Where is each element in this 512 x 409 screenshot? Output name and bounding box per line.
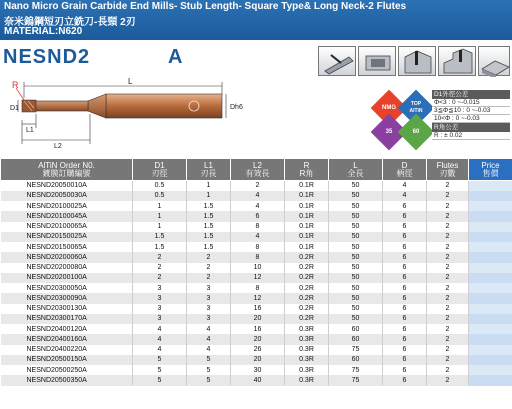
table-cell: 2 (427, 293, 469, 303)
table-cell: 4 (231, 201, 285, 211)
table-cell: 6 (383, 334, 427, 344)
title-chinese: 奈米鎢鋼短刃立銑刀-長頸 2刃 (4, 17, 136, 28)
table-header-row (1, 159, 512, 181)
table-cell: 3 (187, 304, 231, 314)
table-cell: 3 (133, 304, 187, 314)
table-cell: 5 (187, 355, 231, 365)
table-cell: 1.5 (187, 211, 231, 221)
order-number-cell: NESND20050030A (1, 191, 133, 201)
table-cell: 0.2R (285, 283, 329, 293)
table-cell: 75 (329, 365, 383, 375)
table-cell: 0.1R (285, 222, 329, 232)
r-tolerance-title: R角公差 (432, 123, 510, 132)
l-label: L (128, 77, 133, 86)
table-cell: 6 (383, 283, 427, 293)
model-name: NESND2 (3, 46, 91, 68)
table-row (1, 211, 512, 221)
d1-tolerance-title: D1外徑公差 (432, 90, 510, 99)
table-cell: 5 (133, 375, 187, 385)
table-cell: 1.5 (133, 232, 187, 242)
d1-label: D1 (10, 105, 19, 112)
table-cell: 6 (383, 263, 427, 273)
table-cell: 12 (231, 273, 285, 283)
table-cell: 2 (133, 252, 187, 262)
table-cell: 3 (187, 283, 231, 293)
col-header-order-no: AlTiN Order N0. 鍍膜訂購編號 (1, 159, 133, 181)
title-english: Nano Micro Grain Carbide End Mills- Stub Length- Square Type& Long Neck-2 Flutes (4, 1, 407, 12)
table-cell: 5 (133, 365, 187, 375)
price-cell (469, 334, 512, 344)
table-cell: 8 (231, 222, 285, 232)
table-cell: 8 (231, 252, 285, 262)
table-cell: 4 (187, 324, 231, 334)
table-cell: 2 (427, 273, 469, 283)
table-cell: 2 (427, 263, 469, 273)
table-cell: 0.1R (285, 191, 329, 201)
table-cell: 20 (231, 355, 285, 365)
order-number-cell: NESND20500150A (1, 355, 133, 365)
table-cell: 0.2R (285, 252, 329, 262)
tolerance-box (432, 90, 510, 140)
table-cell: 2 (427, 283, 469, 293)
table-cell: 1.5 (187, 201, 231, 211)
table-cell: 4 (383, 191, 427, 201)
order-number-cell: NESND20200080A (1, 263, 133, 273)
table-cell: 2 (427, 232, 469, 242)
table-cell: 0.3R (285, 345, 329, 355)
order-number-cell: NESND20150065A (1, 242, 133, 252)
table-cell: 3 (133, 314, 187, 324)
table-row (1, 324, 512, 334)
table-cell: 1.5 (187, 242, 231, 252)
order-number-cell: NESND20500350A (1, 375, 133, 385)
table-cell: 6 (231, 211, 285, 221)
table-cell: 2 (427, 211, 469, 221)
table-cell: 5 (187, 375, 231, 385)
table-cell: 1 (187, 191, 231, 201)
table-cell: 50 (329, 242, 383, 252)
table-row (1, 222, 512, 232)
table-cell: 3 (133, 283, 187, 293)
table-cell: 6 (383, 232, 427, 242)
table-cell: 16 (231, 324, 285, 334)
price-cell (469, 273, 512, 283)
col-header-r: R R角 (285, 159, 329, 181)
order-number-cell: NESND20400220A (1, 345, 133, 355)
table-body (1, 181, 512, 386)
table-cell: 0.2R (285, 263, 329, 273)
table-cell: 2 (427, 252, 469, 262)
dh6-label: Dh6 (230, 104, 243, 111)
table-cell: 6 (383, 355, 427, 365)
table-cell: 4 (133, 345, 187, 355)
table-cell: 2 (427, 222, 469, 232)
table-cell: 3 (133, 293, 187, 303)
table-cell: 26 (231, 345, 285, 355)
table-cell: 20 (231, 314, 285, 324)
table-cell: 2 (187, 263, 231, 273)
table-cell: 50 (329, 252, 383, 262)
tolerance-row: 3≦Φ≦10 : 0 ~-0.03 (432, 107, 510, 115)
table-cell: 2 (427, 191, 469, 201)
step-milling-icon (438, 46, 476, 76)
table-cell: 0.2R (285, 273, 329, 283)
table-cell: 6 (383, 314, 427, 324)
face-milling-icon (478, 46, 510, 76)
order-number-cell: NESND20300050A (1, 283, 133, 293)
side-slot-icon (318, 46, 356, 76)
table-row (1, 375, 512, 385)
r-tolerance-row: R : ± 0.02 (432, 132, 510, 140)
table-cell: 2 (133, 263, 187, 273)
price-cell (469, 232, 512, 242)
model-type: A (168, 46, 183, 68)
table-cell: 4 (133, 334, 187, 344)
table-cell: 50 (329, 232, 383, 242)
table-row (1, 232, 512, 242)
l2-label: L2 (54, 143, 62, 150)
price-cell (469, 345, 512, 355)
table-cell: 1.5 (133, 242, 187, 252)
table-cell: 0.3R (285, 355, 329, 365)
table-cell: 0.2R (285, 314, 329, 324)
order-number-cell: NESND20300090A (1, 293, 133, 303)
table-cell: 50 (329, 222, 383, 232)
col-header-flutes: Flutes 刃數 (427, 159, 469, 181)
table-cell: 3 (187, 293, 231, 303)
table-cell: 60 (329, 355, 383, 365)
order-number-cell: NESND20050010A (1, 181, 133, 191)
table-row (1, 293, 512, 303)
order-number-cell: NESND20300130A (1, 304, 133, 314)
order-number-cell: NESND20400160A (1, 334, 133, 344)
table-row (1, 345, 512, 355)
price-cell (469, 201, 512, 211)
table-cell: 50 (329, 273, 383, 283)
shoulder-icon (398, 46, 436, 76)
table-cell: 20 (231, 334, 285, 344)
table-cell: 10 (231, 263, 285, 273)
material-label: MATERIAL:N620 (4, 26, 83, 37)
table-cell: 75 (329, 345, 383, 355)
table-row (1, 242, 512, 252)
table-row (1, 252, 512, 262)
order-number-cell: NESND20100045A (1, 211, 133, 221)
price-cell (469, 375, 512, 385)
table-cell: 2 (427, 365, 469, 375)
order-number-cell: NESND20400120A (1, 324, 133, 334)
price-cell (469, 191, 512, 201)
table-cell: 1 (133, 222, 187, 232)
table-cell: 4 (187, 345, 231, 355)
table-cell: 6 (383, 293, 427, 303)
table-cell: 6 (383, 242, 427, 252)
col-header-d1: D1 刃徑 (133, 159, 187, 181)
table-cell: 0.1R (285, 242, 329, 252)
table-cell: 2 (427, 201, 469, 211)
table-cell: 6 (383, 211, 427, 221)
table-cell: 50 (329, 263, 383, 273)
col-header-l1: L1 刃長 (187, 159, 231, 181)
price-cell (469, 181, 512, 191)
nmg-badge: NMG (371, 90, 408, 127)
table-cell: 0.1R (285, 232, 329, 242)
top-altin-badge: TOP AlTiN (398, 90, 435, 127)
price-cell (469, 283, 512, 293)
table-cell: 4 (187, 334, 231, 344)
table-row (1, 191, 512, 201)
table-row (1, 314, 512, 324)
table-row (1, 181, 512, 191)
order-number-cell: NESND20100025A (1, 201, 133, 211)
table-cell: 12 (231, 293, 285, 303)
table-cell: 40 (231, 375, 285, 385)
table-cell: 0.5 (133, 181, 187, 191)
table-cell: 16 (231, 304, 285, 314)
table-cell: 2 (427, 324, 469, 334)
hrc35-badge: 35 (371, 114, 408, 151)
order-number-cell: NESND20200100A (1, 273, 133, 283)
col-header-price: Price 售價 (469, 159, 512, 181)
table-cell: 5 (133, 355, 187, 365)
table-cell: 1.5 (187, 232, 231, 242)
col-header-l: L 全長 (329, 159, 383, 181)
table-cell: 4 (231, 191, 285, 201)
table-cell: 1 (133, 201, 187, 211)
tolerance-row: 10<Φ : 0 ~-0.03 (432, 115, 510, 123)
table-cell: 75 (329, 375, 383, 385)
table-cell: 50 (329, 283, 383, 293)
table-cell: 50 (329, 181, 383, 191)
table-cell: 2 (427, 375, 469, 385)
table-cell: 6 (383, 365, 427, 375)
price-cell (469, 314, 512, 324)
table-cell: 60 (329, 324, 383, 334)
product-table (0, 158, 512, 386)
table-cell: 0.3R (285, 365, 329, 375)
table-row (1, 334, 512, 344)
table-cell: 1 (133, 211, 187, 221)
table-cell: 50 (329, 191, 383, 201)
table-cell: 2 (427, 345, 469, 355)
price-cell (469, 365, 512, 375)
order-number-cell: NESND20300170A (1, 314, 133, 324)
table-cell: 30 (231, 365, 285, 375)
table-cell: 50 (329, 293, 383, 303)
price-cell (469, 242, 512, 252)
l1-label: L1 (26, 127, 34, 134)
table-cell: 2 (187, 252, 231, 262)
table-cell: 0.3R (285, 334, 329, 344)
table-cell: 2 (427, 242, 469, 252)
table-row (1, 283, 512, 293)
table-cell: 4 (231, 232, 285, 242)
table-cell: 2 (133, 273, 187, 283)
price-cell (469, 324, 512, 334)
price-cell (469, 355, 512, 365)
tool-drawing (10, 74, 260, 150)
table-cell: 2 (187, 273, 231, 283)
table-cell: 6 (383, 201, 427, 211)
order-number-cell: NESND20500250A (1, 365, 133, 375)
table-cell: 2 (427, 334, 469, 344)
table-row (1, 365, 512, 375)
table-cell: 6 (383, 252, 427, 262)
table-cell: 2 (231, 181, 285, 191)
price-cell (469, 304, 512, 314)
slot-pocket-icon (358, 46, 396, 76)
table-cell: 8 (231, 242, 285, 252)
table-cell: 4 (383, 181, 427, 191)
price-cell (469, 293, 512, 303)
table-cell: 1.5 (187, 222, 231, 232)
table-row (1, 304, 512, 314)
table-cell: 0.2R (285, 293, 329, 303)
price-cell (469, 222, 512, 232)
table-cell: 2 (427, 314, 469, 324)
price-cell (469, 211, 512, 221)
price-cell (469, 252, 512, 262)
table-cell: 6 (383, 324, 427, 334)
table-cell: 0.3R (285, 324, 329, 334)
table-cell: 5 (187, 365, 231, 375)
table-cell: 6 (383, 345, 427, 355)
table-cell: 6 (383, 273, 427, 283)
price-cell (469, 263, 512, 273)
table-cell: 0.1R (285, 201, 329, 211)
table-cell: 6 (383, 304, 427, 314)
order-number-cell: NESND20200060A (1, 252, 133, 262)
table-cell: 8 (231, 283, 285, 293)
r-label: R (12, 80, 19, 90)
table-cell: 60 (329, 334, 383, 344)
table-cell: 1 (187, 181, 231, 191)
order-number-cell: NESND20100065A (1, 222, 133, 232)
col-header-d: D 柄徑 (383, 159, 427, 181)
table-cell: 2 (427, 355, 469, 365)
order-number-cell: NESND20150025A (1, 232, 133, 242)
table-cell: 6 (383, 222, 427, 232)
table-cell: 0.5 (133, 191, 187, 201)
table-cell: 0.2R (285, 304, 329, 314)
table-cell: 50 (329, 211, 383, 221)
table-row (1, 355, 512, 365)
table-cell: 3 (187, 314, 231, 324)
header-banner (0, 0, 512, 40)
hrc60-badge: 60 (398, 114, 435, 151)
table-row (1, 273, 512, 283)
table-cell: 50 (329, 304, 383, 314)
table-cell: 6 (383, 375, 427, 385)
table-cell: 4 (133, 324, 187, 334)
table-cell: 2 (427, 181, 469, 191)
table-cell: 0.1R (285, 181, 329, 191)
table-row (1, 201, 512, 211)
tolerance-row: Φ<3 : 0 ~-0.015 (432, 99, 510, 107)
table-row (1, 263, 512, 273)
table-cell: 50 (329, 314, 383, 324)
table-cell: 0.3R (285, 375, 329, 385)
table-cell: 0.1R (285, 211, 329, 221)
table-cell: 2 (427, 304, 469, 314)
col-header-l2: L2 有效長 (231, 159, 285, 181)
table-cell: 50 (329, 201, 383, 211)
